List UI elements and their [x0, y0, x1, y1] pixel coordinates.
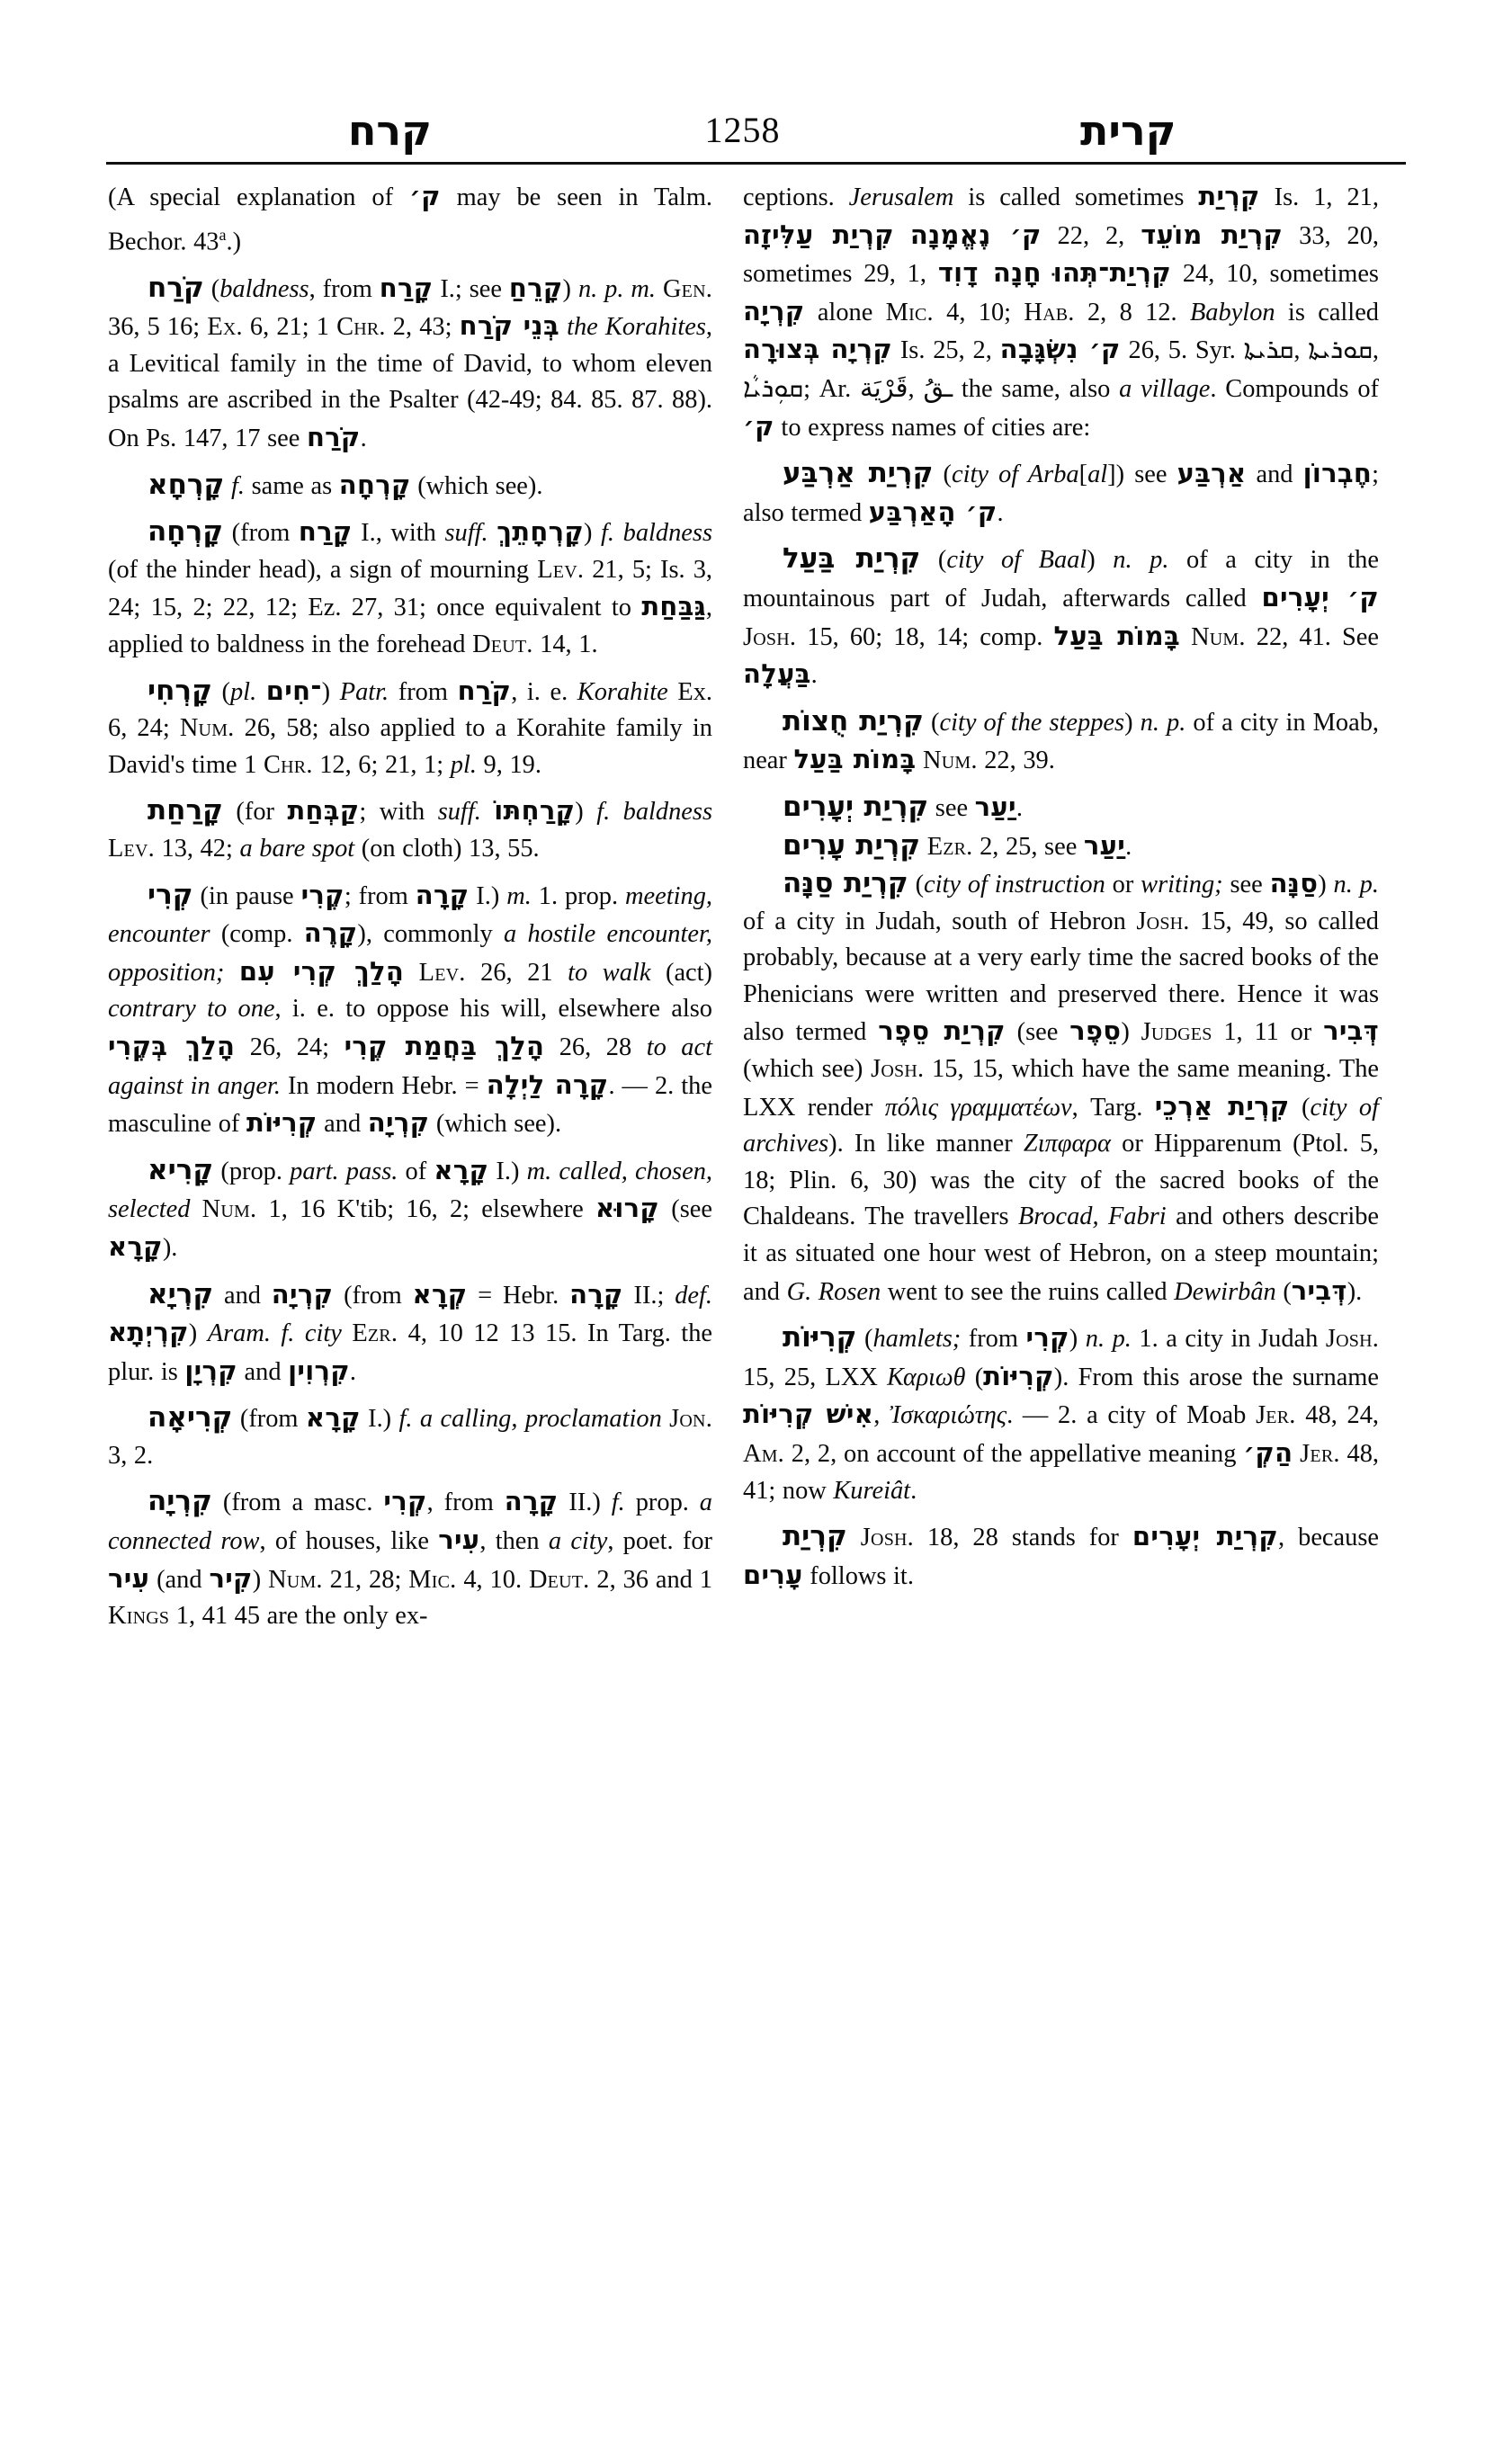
entry-kiryath-arim: קִרְיַת עָרִים Ezr. 2, 25, see יַעַר.	[783, 828, 1132, 862]
entry-kiryath-chutsoth: קִרְיַת חֻצוֹת (city of the steppes) n. p. of a city in Moab, near בָּמוֹת בַּעַל Num. 22, 39.	[743, 704, 1379, 775]
entry-kiryath-sannah: קִרְיַת סַנָּה (city of instruction or writing; see סַנָּה) n. p. of a city in Judah, south of Hebron Josh. 15, 49, so called probably, because at a very early time the sacred books of the Phenicians were written and preserved there. Hence it was also termed קִרְיַת סֵפֶר (see סֵפֶר) Judges 1, 11 or דְּבִיר (which see) Josh. 15, 15, which have the same meaning. The LXX render πόλις γραμματέων, Targ. קִרְיַת אַרְכֵי (city of archives). In like manner Ζιπφαρα or Hipparenum (Ptol. 5, 18; Plin. 6, 30) was the city of the sacred books of the Chaldeans. The travellers Brocad, Fabri and others describe it as situated one hour west of Hebron, on a steep mountain; and G. Rosen went to see the ruins called Dewirbân (דְּבִיר).	[743, 867, 1379, 1306]
entry-kerioth: קְרִיּוֹת (hamlets; from קְרִי) n. p. 1. a city in Judah Josh. 15, 25, LXX Καριωθ (קְרִיּוֹת). From this arose the surname אִישׁ קְרִיּוֹת, Ἰσκαριώτης. — 2. a city of Moab Jer. 48, 24, Am. 2, 2, on account of the appellative meaning הַקְ׳ Jer. 48, 41; now Kureiât.	[743, 1321, 1380, 1505]
entry-kiryath-arba: קִרְיַת אַרְבַּע (city of Arba[al]) see אַרְבַּע and חֶבְרוֹן; also termed ק׳ הָאַרְבַּע.	[743, 457, 1379, 527]
entry-kiryath-yearim: קִרְיַת יְעָרִים see יַעַר.	[783, 790, 1023, 823]
left-column	[108, 178, 712, 2423]
entry-kirya-aram: קִרְיָא and קִרְיָה (from קְרָא = Hebr. קָרָה II.; def. קִרְיְתָא) Aram. f. city Ezr. 4, 10 12 13 15. In Targ. the plur. is קִרְיָן and קִרְוִין.	[108, 1277, 712, 1386]
text-columns	[108, 178, 1411, 2423]
page-number: 1258	[704, 110, 781, 150]
entry-korchi: קָרְחִי (pl. ־חִים) Patr. from קֹרַח, i. e. Korahite Ex. 6, 24; Num. 26, 58; also applied to a Korahite family in David's time 1 Chr. 12, 6; 21, 1; pl. 9, 19.	[108, 674, 712, 779]
entry-keriah-proclamation: קְרִיאָה (from קָרָא I.) f. a calling, proclamation Jon. 3, 2.	[108, 1401, 712, 1470]
entry-korchah: קָרְחָה (from קָרַח I., with suff. קָרְחָתֵךְ) f. baldness (of the hinder head), a sign of mourning Lev. 21, 5; Is. 3, 24; 15, 2; 22, 12; Ez. 27, 31; once equivalent to גַּבַּחַת, applied to baldness in the forehead Deut. 14, 1.	[108, 515, 712, 658]
right-column	[743, 178, 1379, 2423]
entry-jerusalem-names: ceptions. Jerusalem is called sometimes קִרְיַת Is. 1, 21, קִרְיַת עַלִּיזָה ק׳ נֶאֱמָנָה 22, 2, קִרְיַת מוֹעֵד 33, 20, sometimes 29, 1, חָנָה דָוִד קִרְיַת־תְּהוּ 24, 10, sometimes קִרְיָה alone Mic. 4, 10; Hab. 2, 8 12. Babylon is called קִרְיָה בְּצוּרָה Is. 25, 2, ק׳ נִשְׂגָּבָה 26, 5. Syr. ܩܪܝܬܐ, ܩܘܪܝܬܐ, ܩܘܼܪܝܵܐ; Ar. قَرْيَة, ـقُ the same, also a village. Compounds of ק׳ to express names of cities are:	[743, 181, 1379, 442]
entry-korcha-aram: קָרְחָא f. same as קָרְחָה (which see).	[148, 468, 543, 501]
entry-talm-note: (A special explanation of ק׳ may be seen in Talm. Bechor. 43$^a$.)	[108, 181, 712, 256]
entry-korach-np: קֹרַח (baldness, from קָרַח I.; see קָרֵחַ) n. p. m. Gen. 36, 5 16; Ex. 6, 21; 1 Chr. 2, 43; בְּנֵי קֹרַח the Korahites, a Levitical family in the time of David, to whom eleven psalms are ascribed in the Psalter (42-49; 84. 85. 87. 88). On Ps. 147, 17 see קֹרַח.	[108, 271, 713, 453]
running-head-right-catchword: קרית	[1080, 106, 1176, 155]
entry-keri: קְרִי (in pause קֶרִי; from קָרָה I.) m. 1. prop. meeting, encounter (comp. קָרֶה), commonly a hostile encounter, opposition; הָלַךְ קְרִי עִם Lev. 26, 21 to walk (act) contrary to one, i. e. to oppose his will, elsewhere also הָלַךְ בְּקֶרִי 26, 24; הָלַךְ בַּחֲמַת קֶרִי 26, 28 to act against in anger. In modern Hebr. = קָרָה לַיְלָה. — 2. the masculine of קְרִיּוֹת and קִרְיָה (which see).	[108, 878, 713, 1139]
running-head	[108, 86, 1404, 155]
entry-karachat: קָרַחַת (for קַבְּחַת; with suff. קָרַחְתּוֹ) f. baldness Lev. 13, 42; a bare spot (on cloth) 13, 55.	[108, 794, 712, 863]
entry-kiryath-baal: קִרְיַת בַּעַל (city of Baal) n. p. of a city in the mountainous part of Judah, afterwards called ק׳ יְעָרִים Josh. 15, 60; 18, 14; comp. בָּמוֹת בַּעַל Num. 22, 41. See בַּעֲלָה.	[743, 542, 1379, 690]
header-rule	[106, 162, 1406, 165]
entry-kari: קָרִיא (prop. part. pass. of קָרָא I.) m. called, chosen, selected Num. 1, 16 K'tib; 16, 2; elsewhere קָרוּא (see קָרָא).	[108, 1153, 712, 1262]
running-head-left-catchword: קרח	[347, 106, 432, 155]
entry-kiryath-josh: קִרְיַת Josh. 18, 28 stands for קִרְיַת יְעָרִים, because עָרִים follows it.	[743, 1520, 1379, 1590]
entry-kiryah-city: קִרְיָה (from a masc. קְרִי, from קָרָה II.) f. prop. a connected row, of houses, like עִיר, then a city, poet. for עִיר (and קִיר) Num. 21, 28; Mic. 4, 10. Deut. 2, 36 and 1 Kings 1, 41 45 are the only ex-	[108, 1485, 713, 1631]
